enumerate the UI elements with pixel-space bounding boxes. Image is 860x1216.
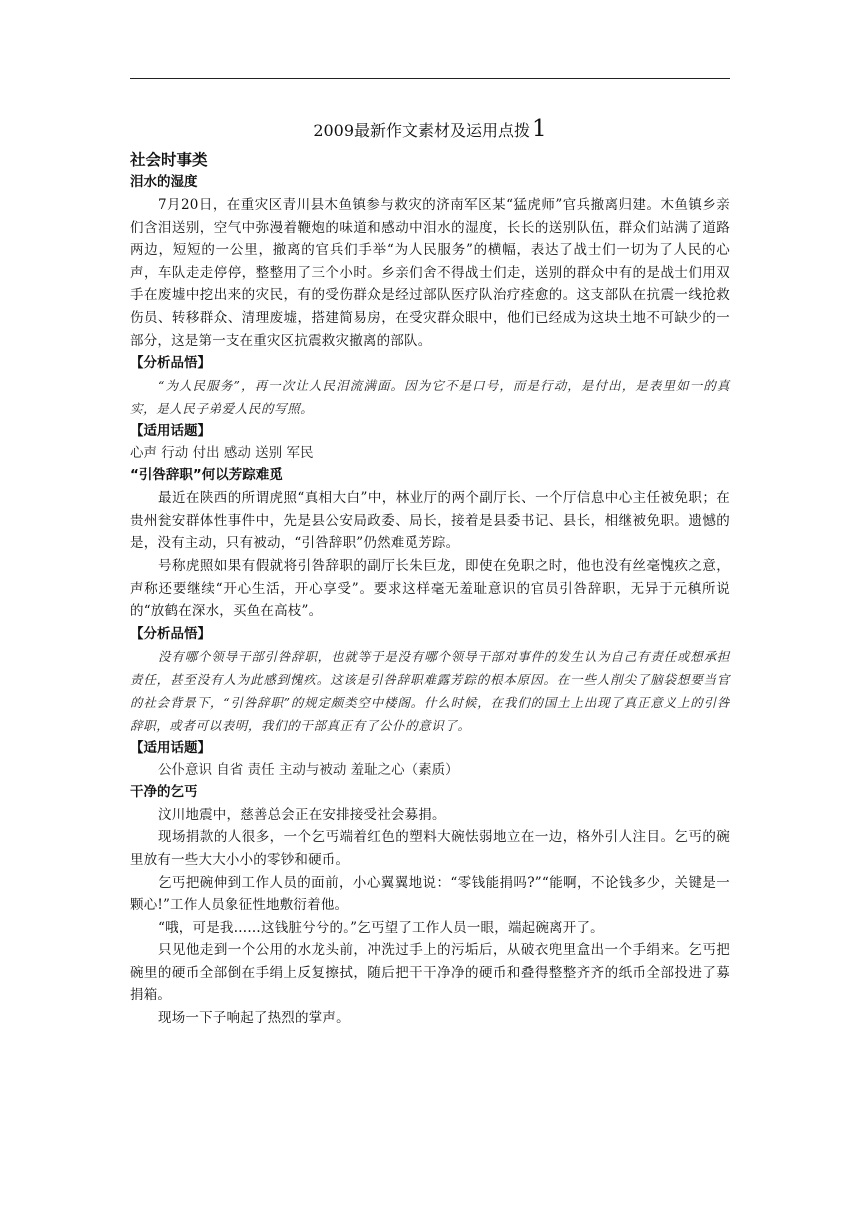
article-paragraph: 乞丐把碗伸到工作人员的面前，小心翼翼地说：“零钱能捐吗?”“能啊，不论钱多少，关键是一颗心!”工作人员象征性地敷衍着他。 (130, 874, 730, 914)
article-heading: 干净的乞丐 (130, 783, 198, 800)
section-heading: 社会时事类 (130, 151, 208, 169)
document-title-text: 2009最新作文素材及运用点拨 (313, 121, 531, 140)
topics-text: 公仆意识 自省 责任 主动与被动 羞耻之心（素质） (158, 761, 459, 778)
article-paragraph: 汶川地震中，慈善总会正在安排接受社会募捐。 (158, 806, 446, 823)
topics-label: 【适用话题】 (130, 423, 211, 440)
article-paragraph: 现场一下子响起了热烈的掌声。 (158, 1010, 350, 1027)
analysis-text: 没有哪个领导干部引咎辞职，也就等于是没有哪个领导干部对事件的发生认为自己有责任或想承担责任，甚至没有人为此感到愧疚。这该是引咎辞职难露芳踪的根本原因。在一些人削尖了脑袋想要当官的社会背景下，“引咎辞职”的规定颇类空中楼阁。什么时候，在我们的国土上出现了真正意义上的引咎辞职，或者可以表明，我们的干部真正有了公仆的意识了。 (130, 648, 730, 733)
document-title (130, 114, 730, 146)
document-title-number: 1 (532, 116, 547, 142)
document-body (130, 150, 730, 1030)
article-paragraph: 只见他走到一个公用的水龙头前，冲洗过手上的污垢后，从破衣兜里盒出一个手绢来。乞丐把碗里的硬币全部倒在手绢上反复擦拭，随后把干干净净的硬币和叠得整整齐齐的纸币全部投进了募捐箱。 (130, 942, 730, 1004)
article-heading: “引咎辞职”何以芳踪难觅 (130, 467, 283, 484)
topics-label: 【适用话题】 (130, 739, 211, 756)
article-paragraph: “哦，可是我……这钱脏兮兮的。”乞丐望了工作人员一眼，端起碗离开了。 (158, 919, 604, 936)
analysis-text: “为人民服务”，再一次让人民泪流满面。因为它不是口号，而是行动，是付出，是表里如一的真实，是人民子弟爱人民的写照。 (130, 378, 730, 417)
article-paragraph: 现场捐款的人很多，一个乞丐端着红色的塑料大碗怯弱地立在一边，格外引人注目。乞丐的碗里放有一些大大小小的零钞和硬币。 (130, 829, 730, 868)
article-paragraph: 最近在陕西的所谓虎照“真相大白”中，林业厅的两个副厅长、一个厅信息中心主任被免职；在贵州瓮安群体性事件中，先是县公安局政委、局长，接着是县委书记、县长，相继被免职。遗憾的是，没有主动，只有被动，“引咎辞职”仍然难觅芳踪。 (130, 490, 730, 552)
analysis-label: 【分析品悟】 (130, 625, 211, 642)
topics-text: 心声 行动 付出 感动 送别 军民 (130, 445, 314, 462)
article-heading: 泪水的湿度 (130, 174, 198, 190)
article-paragraph: 7月20日，在重灾区青川县木鱼镇参与救灾的济南军区某“猛虎师”官兵撤离归建。木鱼镇乡亲们含泪送别，空气中弥漫着鞭炮的味道和感动中泪水的湿度，长长的送别队伍，群众们站满了道路两边，短短的一公里，撤离的官兵们手举“为人民服务”的横幅，表达了战士们一切为了人民的心声，车队走走停停，整整用了三个小时。乡亲们舍不得战士们走，送别的群众中有的是战士们用双手在废墟中挖出来的灾民，有的受伤群众是经过部队医疗队治疗痊愈的。这支部队在抗震一线抢救伤员、转移群众、清理废墟，搭建简易房，在受灾群众眼中，他们已经成为这块土地不可缺少的一部分，这是第一支在重灾区抗震救灾撤离的部队。 (130, 197, 730, 349)
header-rule (130, 78, 730, 79)
analysis-label: 【分析品悟】 (130, 355, 211, 372)
article-paragraph: 号称虎照如果有假就将引咎辞职的副厅长朱巨龙，即使在免职之时，他也没有丝毫愧疚之意，声称还要继续“开心生活，开心享受”。要求这样毫无羞耻意识的官员引咎辞职，无异于元稹所说的“放鹤在深水，买鱼在高枝”。 (130, 557, 730, 620)
